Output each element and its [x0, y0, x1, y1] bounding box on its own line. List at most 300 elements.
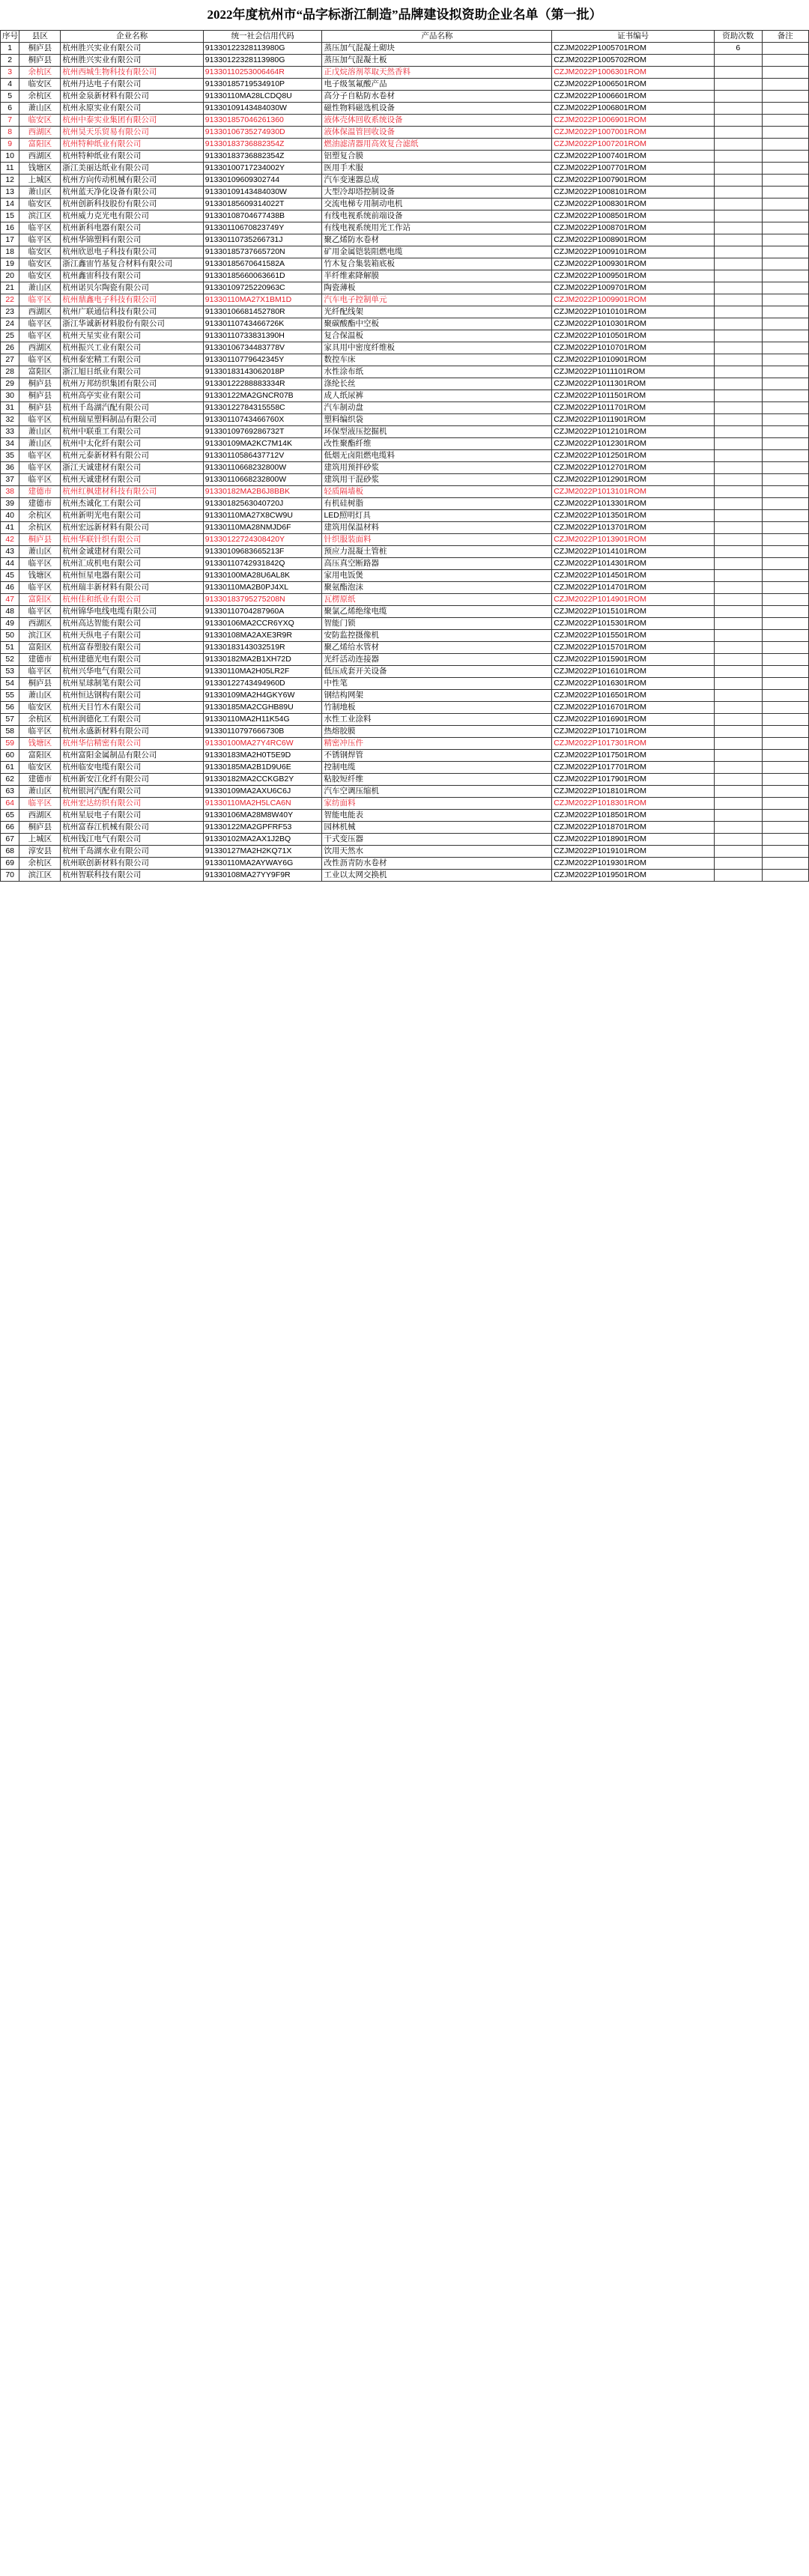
cell-company: 杭州新明光电有限公司: [61, 510, 203, 522]
cell-note: [762, 366, 808, 378]
cell-company: 杭州宏远新材料有限公司: [61, 522, 203, 534]
cell-product: 高压真空断路器: [322, 558, 552, 570]
cell-note: [762, 594, 808, 606]
cell-credit-code: 91330183MA2H0T5E9D: [203, 750, 322, 762]
cell-area: 西湖区: [19, 306, 61, 318]
cell-company: 杭州万邦纺织集团有限公司: [61, 378, 203, 390]
cell-company: 杭州富阳金属制品有限公司: [61, 750, 203, 762]
cell-product: 汽车制动盘: [322, 402, 552, 414]
cell-note: [762, 270, 808, 282]
cell-count: [715, 139, 762, 151]
table-row: [1, 750, 809, 762]
cell-count: [715, 834, 762, 846]
cell-count: [715, 870, 762, 882]
cell-credit-code: 91330109143484030W: [203, 187, 322, 198]
cell-note: [762, 678, 808, 690]
table-row: [1, 594, 809, 606]
cell-credit-code: 91330108704677438B: [203, 210, 322, 222]
cell-count: [715, 127, 762, 139]
cell-product: 大型冷却塔控制设备: [322, 187, 552, 198]
cell-company: 杭州新安江化纤有限公司: [61, 774, 203, 786]
cell-company: 杭州创新科技股份有限公司: [61, 198, 203, 210]
cell-note: [762, 67, 808, 79]
cell-no: 6: [1, 103, 19, 115]
cell-no: 13: [1, 187, 19, 198]
cell-no: 65: [1, 810, 19, 822]
cell-note: [762, 834, 808, 846]
cell-no: 2: [1, 55, 19, 67]
cell-company: 杭州瑞星塑料制品有限公司: [61, 414, 203, 426]
cell-company: 杭州天纵电子有限公司: [61, 630, 203, 642]
cell-area: 建德市: [19, 654, 61, 666]
cell-product: 精密冲压件: [322, 738, 552, 750]
cell-product: 磁性物料磁选机设备: [322, 103, 552, 115]
cell-note: [762, 846, 808, 858]
cell-note: [762, 714, 808, 726]
cell-no: 49: [1, 618, 19, 630]
cell-note: [762, 294, 808, 306]
cell-count: [715, 486, 762, 498]
cell-company: 杭州高亭实业有限公司: [61, 390, 203, 402]
cell-company: 杭州恒达钢构有限公司: [61, 690, 203, 702]
cell-company: 杭州鼎鑫电子科技有限公司: [61, 294, 203, 306]
cell-count: [715, 666, 762, 678]
cell-note: [762, 198, 808, 210]
table-row: [1, 762, 809, 774]
cell-note: [762, 318, 808, 330]
table-row: [1, 834, 809, 846]
table-row: [1, 438, 809, 450]
cell-no: 64: [1, 798, 19, 810]
cell-no: 21: [1, 282, 19, 294]
cell-product: 聚乙烯给水管材: [322, 642, 552, 654]
cell-credit-code: 91330183736882354Z: [203, 151, 322, 163]
cell-area: 临平区: [19, 330, 61, 342]
cell-credit-code: 91330109683665213F: [203, 546, 322, 558]
cell-cert: CZJM2022P1018301ROM: [552, 798, 715, 810]
cell-company: 杭州联创新材料有限公司: [61, 858, 203, 870]
cell-no: 35: [1, 450, 19, 462]
cell-credit-code: 91330182MA2B1XH72D: [203, 654, 322, 666]
cell-note: [762, 618, 808, 630]
cell-product: 正戊烷溶剂萃取天然香料: [322, 67, 552, 79]
cell-no: 20: [1, 270, 19, 282]
cell-area: 临平区: [19, 582, 61, 594]
cell-credit-code: 91330122724308420Y: [203, 534, 322, 546]
table-row: [1, 354, 809, 366]
cell-count: [715, 234, 762, 246]
table-row: [1, 79, 809, 91]
cell-count: [715, 858, 762, 870]
cell-product: 改性沥青防水卷材: [322, 858, 552, 870]
cell-note: [762, 175, 808, 187]
cell-product: 建筑用干混砂浆: [322, 474, 552, 486]
cell-no: 47: [1, 594, 19, 606]
cell-area: 钱塘区: [19, 738, 61, 750]
cell-note: [762, 666, 808, 678]
table-row: [1, 702, 809, 714]
cell-no: 15: [1, 210, 19, 222]
cell-cert: CZJM2022P1010701ROM: [552, 342, 715, 354]
cell-product: 中性笔: [322, 678, 552, 690]
cell-area: 建德市: [19, 486, 61, 498]
company-table: [0, 30, 809, 882]
cell-note: [762, 222, 808, 234]
cell-count: 6: [715, 43, 762, 55]
cell-credit-code: 91330122743494960D: [203, 678, 322, 690]
cell-cert: CZJM2022P1018501ROM: [552, 810, 715, 822]
table-row: [1, 390, 809, 402]
cell-credit-code: 91330106681452780R: [203, 306, 322, 318]
cell-credit-code: 91330109MA2AXU6C6J: [203, 786, 322, 798]
cell-credit-code: 91330109MA2H4GKY6W: [203, 690, 322, 702]
cell-company: 杭州天星实业有限公司: [61, 330, 203, 342]
cell-credit-code: 91330185719534910P: [203, 79, 322, 91]
cell-count: [715, 750, 762, 762]
cell-cert: CZJM2022P1009101ROM: [552, 246, 715, 258]
cell-cert: CZJM2022P1006801ROM: [552, 103, 715, 115]
cell-area: 桐庐县: [19, 402, 61, 414]
cell-no: 42: [1, 534, 19, 546]
cell-no: 39: [1, 498, 19, 510]
cell-cert: CZJM2022P1015101ROM: [552, 606, 715, 618]
cell-no: 18: [1, 246, 19, 258]
cell-area: 余杭区: [19, 522, 61, 534]
cell-count: [715, 594, 762, 606]
cell-cert: CZJM2022P1015501ROM: [552, 630, 715, 642]
cell-count: [715, 738, 762, 750]
cell-company: 杭州方向传动机械有限公司: [61, 175, 203, 187]
cell-product: 医用手术服: [322, 163, 552, 175]
cell-note: [762, 582, 808, 594]
cell-area: 钱塘区: [19, 163, 61, 175]
cell-count: [715, 282, 762, 294]
cell-count: [715, 402, 762, 414]
cell-no: 9: [1, 139, 19, 151]
cell-cert: CZJM2022P1006601ROM: [552, 91, 715, 103]
cell-area: 临平区: [19, 726, 61, 738]
cell-cert: CZJM2022P1009501ROM: [552, 270, 715, 282]
cell-cert: CZJM2022P1013101ROM: [552, 486, 715, 498]
cell-cert: CZJM2022P1013501ROM: [552, 510, 715, 522]
cell-cert: CZJM2022P1008301ROM: [552, 198, 715, 210]
cell-count: [715, 822, 762, 834]
cell-company: 杭州中泰实业集团有限公司: [61, 115, 203, 127]
cell-count: [715, 582, 762, 594]
cell-product: 建筑用预拌砂浆: [322, 462, 552, 474]
cell-company: 杭州威力克光电有限公司: [61, 210, 203, 222]
cell-no: 34: [1, 438, 19, 450]
cell-count: [715, 79, 762, 91]
cell-area: 萧山区: [19, 282, 61, 294]
cell-count: [715, 678, 762, 690]
cell-product: 智能门锁: [322, 618, 552, 630]
cell-product: 光纤配线架: [322, 306, 552, 318]
cell-note: [762, 702, 808, 714]
cell-credit-code: 91330108MA2AXE3R9R: [203, 630, 322, 642]
cell-product: 水性工业涂料: [322, 714, 552, 726]
cell-product: 园林机械: [322, 822, 552, 834]
cell-product: 铝塑复合膜: [322, 151, 552, 163]
cell-cert: CZJM2022P1005701ROM: [552, 43, 715, 55]
cell-company: 杭州千岛湖汽配有限公司: [61, 402, 203, 414]
table-row: [1, 738, 809, 750]
cell-product: 有线电视系统用光工作站: [322, 222, 552, 234]
cell-cert: CZJM2022P1019301ROM: [552, 858, 715, 870]
cell-no: 52: [1, 654, 19, 666]
cell-count: [715, 246, 762, 258]
cell-area: 西湖区: [19, 342, 61, 354]
table-row: [1, 726, 809, 738]
cell-product: 瓦楞原纸: [322, 594, 552, 606]
cell-product: 干式变压器: [322, 834, 552, 846]
cell-credit-code: 91330110MA28NMJD6F: [203, 522, 322, 534]
cell-product: 控制电缆: [322, 762, 552, 774]
cell-cert: CZJM2022P1016101ROM: [552, 666, 715, 678]
cell-no: 32: [1, 414, 19, 426]
cell-company: 杭州天诚建材有限公司: [61, 474, 203, 486]
cell-no: 14: [1, 198, 19, 210]
cell-product: 液体壳体回收系统设备: [322, 115, 552, 127]
cell-credit-code: 91330109143484030W: [203, 103, 322, 115]
cell-count: [715, 378, 762, 390]
cell-company: 杭州杰诚化工有限公司: [61, 498, 203, 510]
cell-company: 杭州西城生物科技有限公司: [61, 67, 203, 79]
cell-count: [715, 306, 762, 318]
cell-product: 改性聚酯纤维: [322, 438, 552, 450]
cell-count: [715, 294, 762, 306]
cell-no: 23: [1, 306, 19, 318]
cell-count: [715, 187, 762, 198]
cell-cert: CZJM2022P1008501ROM: [552, 210, 715, 222]
cell-area: 西湖区: [19, 151, 61, 163]
cell-product: 建筑用保温材料: [322, 522, 552, 534]
table-row: [1, 822, 809, 834]
cell-area: 临平区: [19, 450, 61, 462]
cell-cert: CZJM2022P1009301ROM: [552, 258, 715, 270]
cell-cert: CZJM2022P1017701ROM: [552, 762, 715, 774]
cell-area: 滨江区: [19, 210, 61, 222]
table-row: [1, 258, 809, 270]
cell-no: 58: [1, 726, 19, 738]
table-row: [1, 870, 809, 882]
cell-count: [715, 558, 762, 570]
table-row: [1, 858, 809, 870]
cell-company: 浙江华诚新材料股份有限公司: [61, 318, 203, 330]
cell-credit-code: 91330122288883334R: [203, 378, 322, 390]
cell-note: [762, 690, 808, 702]
cell-note: [762, 558, 808, 570]
cell-area: 临安区: [19, 246, 61, 258]
cell-no: 67: [1, 834, 19, 846]
cell-count: [715, 222, 762, 234]
cell-area: 西湖区: [19, 618, 61, 630]
table-row: [1, 222, 809, 234]
cell-company: 杭州天目竹木有限公司: [61, 702, 203, 714]
cell-area: 滨江区: [19, 870, 61, 882]
cell-note: [762, 762, 808, 774]
cell-product: 聚氯乙烯绝缘电缆: [322, 606, 552, 618]
cell-no: 44: [1, 558, 19, 570]
cell-product: 水性涂布纸: [322, 366, 552, 378]
cell-credit-code: 91330185737665720N: [203, 246, 322, 258]
cell-area: 富阳区: [19, 750, 61, 762]
table-row: [1, 414, 809, 426]
cell-cert: CZJM2022P1012301ROM: [552, 438, 715, 450]
cell-no: 53: [1, 666, 19, 678]
cell-count: [715, 103, 762, 115]
cell-count: [715, 522, 762, 534]
cell-note: [762, 79, 808, 91]
cell-company: 杭州泰宏精工有限公司: [61, 354, 203, 366]
cell-company: 杭州星球制笔有限公司: [61, 678, 203, 690]
cell-area: 临安区: [19, 198, 61, 210]
cell-cert: CZJM2022P1010301ROM: [552, 318, 715, 330]
table-row: [1, 642, 809, 654]
cell-no: 60: [1, 750, 19, 762]
cell-count: [715, 175, 762, 187]
cell-company: 杭州佳和纸业有限公司: [61, 594, 203, 606]
cell-count: [715, 318, 762, 330]
cell-area: 桐庐县: [19, 534, 61, 546]
cell-credit-code: 91330106735274930D: [203, 127, 322, 139]
cell-company: 杭州星辰电子有限公司: [61, 810, 203, 822]
cell-credit-code: 91330127MA2H2KQ71X: [203, 846, 322, 858]
table-row: [1, 498, 809, 510]
cell-area: 滨江区: [19, 630, 61, 642]
table-row: [1, 510, 809, 522]
cell-credit-code: 91330109725220963C: [203, 282, 322, 294]
cell-area: 临平区: [19, 666, 61, 678]
cell-no: 68: [1, 846, 19, 858]
cell-cert: CZJM2022P1011101ROM: [552, 366, 715, 378]
cell-cert: CZJM2022P1012501ROM: [552, 450, 715, 462]
cell-no: 1: [1, 43, 19, 55]
cell-no: 66: [1, 822, 19, 834]
cell-product: 竹制地板: [322, 702, 552, 714]
cell-area: 桐庐县: [19, 822, 61, 834]
cell-no: 7: [1, 115, 19, 127]
page-title: 2022年度杭州市“品字标浙江制造”品牌建设拟资助企业名单（第一批）: [207, 7, 602, 22]
cell-no: 26: [1, 342, 19, 354]
table-row: [1, 402, 809, 414]
cell-count: [715, 163, 762, 175]
cell-note: [762, 438, 808, 450]
cell-area: 富阳区: [19, 594, 61, 606]
cell-count: [715, 426, 762, 438]
cell-product: 交流电梯专用制动电机: [322, 198, 552, 210]
cell-no: 25: [1, 330, 19, 342]
cell-area: 临安区: [19, 270, 61, 282]
cell-company: 杭州华信精密有限公司: [61, 738, 203, 750]
cell-count: [715, 726, 762, 738]
cell-area: 临平区: [19, 606, 61, 618]
cell-product: 安防监控摄像机: [322, 630, 552, 642]
cell-company: 杭州建德光电有限公司: [61, 654, 203, 666]
cell-company: 杭州宏达纺织有限公司: [61, 798, 203, 810]
cell-credit-code: 913301857046261360: [203, 115, 322, 127]
cell-note: [762, 654, 808, 666]
cell-cert: CZJM2022P1016901ROM: [552, 714, 715, 726]
table-row: [1, 630, 809, 642]
cell-no: 70: [1, 870, 19, 882]
cell-cert: CZJM2022P1011301ROM: [552, 378, 715, 390]
cell-count: [715, 354, 762, 366]
cell-company: 杭州振兴工业有限公司: [61, 342, 203, 354]
table-row: [1, 151, 809, 163]
cell-cert: CZJM2022P1009701ROM: [552, 282, 715, 294]
cell-count: [715, 534, 762, 546]
cell-no: 29: [1, 378, 19, 390]
cell-count: [715, 151, 762, 163]
cell-product: LED照明灯具: [322, 510, 552, 522]
cell-company: 杭州锦华电线电缆有限公司: [61, 606, 203, 618]
cell-credit-code: 91330110779642345Y: [203, 354, 322, 366]
cell-credit-code: 91330110668232800W: [203, 462, 322, 474]
cell-no: 46: [1, 582, 19, 594]
cell-count: [715, 762, 762, 774]
cell-company: 杭州蓝天净化设备有限公司: [61, 187, 203, 198]
cell-credit-code: 91330185660063661D: [203, 270, 322, 282]
cell-note: [762, 115, 808, 127]
cell-company: 杭州永盛新材料有限公司: [61, 726, 203, 738]
table-row: [1, 234, 809, 246]
cell-credit-code: 91330100MA28U6AL8K: [203, 570, 322, 582]
header-company: 企业名称: [61, 31, 203, 43]
cell-count: [715, 786, 762, 798]
cell-cert: CZJM2022P1008901ROM: [552, 234, 715, 246]
cell-note: [762, 43, 808, 55]
cell-note: [762, 462, 808, 474]
cell-area: 临平区: [19, 294, 61, 306]
cell-count: [715, 642, 762, 654]
cell-area: 上城区: [19, 175, 61, 187]
cell-count: [715, 810, 762, 822]
cell-note: [762, 163, 808, 175]
cell-count: [715, 91, 762, 103]
cell-company: 杭州鑫宙科技有限公司: [61, 270, 203, 282]
cell-company: 杭州临安电缆有限公司: [61, 762, 203, 774]
cell-count: [715, 474, 762, 486]
cell-cert: CZJM2022P1009901ROM: [552, 294, 715, 306]
table-row: [1, 246, 809, 258]
table-row: [1, 798, 809, 810]
cell-cert: CZJM2022P1012101ROM: [552, 426, 715, 438]
cell-cert: CZJM2022P1016701ROM: [552, 702, 715, 714]
cell-no: 22: [1, 294, 19, 306]
cell-note: [762, 390, 808, 402]
cell-note: [762, 810, 808, 822]
table-row: [1, 115, 809, 127]
table-row: [1, 570, 809, 582]
cell-note: [762, 786, 808, 798]
cell-credit-code: 91330110743466726K: [203, 318, 322, 330]
cell-product: 电子级氢氟酸产品: [322, 79, 552, 91]
cell-area: 萧山区: [19, 690, 61, 702]
cell-credit-code: 91330110MA2H05LR2F: [203, 666, 322, 678]
cell-count: [715, 630, 762, 642]
cell-credit-code: 91330110MA2AYWAY6G: [203, 858, 322, 870]
cell-cert: CZJM2022P1019501ROM: [552, 870, 715, 882]
cell-credit-code: 91330110668232800W: [203, 474, 322, 486]
cell-company: 杭州银河汽配有限公司: [61, 786, 203, 798]
cell-no: 57: [1, 714, 19, 726]
cell-credit-code: 91330110MA28LCDQ8U: [203, 91, 322, 103]
cell-company: 杭州高达智能有限公司: [61, 618, 203, 630]
cell-product: 燃油滤清器用高效复合滤纸: [322, 139, 552, 151]
cell-product: 低烟无卤阻燃电缆料: [322, 450, 552, 462]
table-row: [1, 558, 809, 570]
